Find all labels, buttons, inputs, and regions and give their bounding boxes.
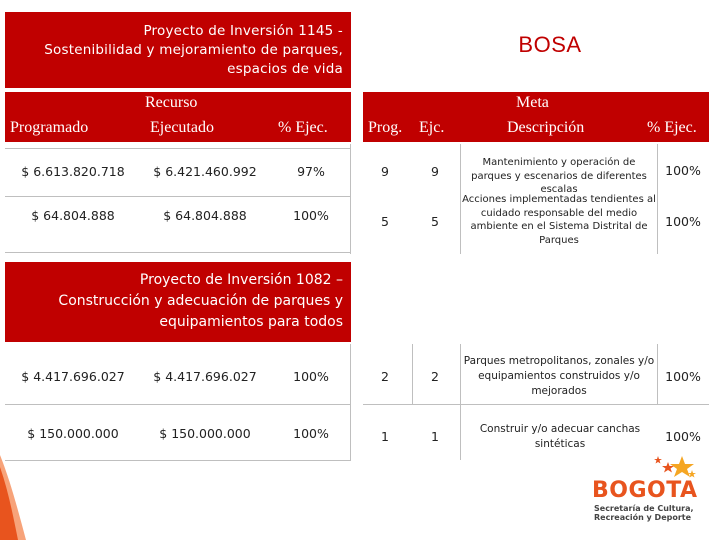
meta-description: Construir y/o adecuar canchas sintéticas bbox=[479, 423, 641, 450]
divider bbox=[460, 344, 461, 460]
project-1145-title-line1: Proyecto de Inversión 1145 - bbox=[143, 23, 343, 39]
programado-value: $ 4.417.696.027 bbox=[21, 369, 125, 384]
programado-value: $ 64.804.888 bbox=[31, 208, 115, 223]
pct-ejec-value: 97% bbox=[297, 164, 325, 179]
header-programado: Programado bbox=[10, 119, 89, 136]
ejecutado-value: $ 6.421.460.992 bbox=[153, 164, 257, 179]
ejecutado-value: $ 150.000.000 bbox=[159, 426, 251, 441]
divider bbox=[350, 344, 351, 460]
divider bbox=[5, 252, 351, 253]
header-prog: Prog. bbox=[368, 119, 403, 136]
pct-ejec-value: 100% bbox=[293, 208, 329, 223]
meta-pct-ejec-value: 100% bbox=[665, 163, 701, 178]
meta-prog-value: 1 bbox=[381, 429, 389, 444]
ejecutado-value: $ 4.417.696.027 bbox=[153, 369, 257, 384]
project-1082-title-line3: equipamientos para todos bbox=[159, 314, 343, 330]
resource-header bbox=[5, 92, 351, 142]
meta-description: Parques metropolitanos, zonales y/o equipamientos construidos y/o mejorados bbox=[463, 355, 655, 397]
project-1145-title-line3: espacios de vida bbox=[227, 61, 343, 77]
decorative-stripe bbox=[0, 455, 30, 540]
bogota-logo bbox=[588, 454, 704, 534]
meta-ejc-value: 9 bbox=[431, 164, 439, 179]
meta-prog-value: 9 bbox=[381, 164, 389, 179]
divider bbox=[363, 404, 709, 405]
ejecutado-value: $ 64.804.888 bbox=[163, 208, 247, 223]
header-meta: Meta bbox=[516, 94, 549, 111]
logo-name: BOGOTA bbox=[592, 478, 698, 503]
meta-pct-ejec-value: 100% bbox=[665, 429, 701, 444]
project-1145-title bbox=[5, 12, 351, 88]
programado-value: $ 6.613.820.718 bbox=[21, 164, 125, 179]
logo-subtitle-line1: Secretaría de Cultura, bbox=[594, 504, 694, 513]
meta-ejc-value: 5 bbox=[431, 214, 439, 229]
project-1082-title-line1: Proyecto de Inversión 1082 – bbox=[139, 272, 343, 288]
programado-value: $ 150.000.000 bbox=[27, 426, 119, 441]
meta-description: Mantenimiento y operación de parques y escenarios de diferentes escalas bbox=[471, 157, 647, 195]
header-descripcion: Descripción bbox=[507, 119, 585, 136]
meta-prog-value: 5 bbox=[381, 214, 389, 229]
logo-subtitle-line2: Recreación y Deporte bbox=[594, 513, 692, 522]
project-1145-title-line2: Sostenibilidad y mejoramiento de parques, bbox=[44, 42, 343, 58]
divider bbox=[5, 148, 351, 149]
divider bbox=[5, 196, 351, 197]
divider bbox=[412, 344, 413, 404]
header-ejecutado: Ejecutado bbox=[150, 119, 214, 136]
header-ejc: Ejc. bbox=[419, 119, 445, 136]
goal-header bbox=[363, 92, 709, 142]
logo-subtitle bbox=[594, 504, 694, 522]
divider bbox=[5, 460, 351, 461]
divider bbox=[5, 404, 351, 405]
header-meta-pct-ejec: % Ejec. bbox=[647, 119, 697, 136]
header-recurso: Recurso bbox=[145, 94, 198, 111]
header-pct-ejec: % Ejec. bbox=[278, 119, 328, 136]
meta-prog-value: 2 bbox=[381, 369, 389, 384]
pct-ejec-value: 100% bbox=[293, 426, 329, 441]
meta-ejc-value: 1 bbox=[431, 429, 439, 444]
meta-ejc-value: 2 bbox=[431, 369, 439, 384]
divider bbox=[350, 144, 351, 254]
meta-pct-ejec-value: 100% bbox=[665, 369, 701, 384]
meta-description: Acciones implementadas tendientes al cuidado responsable del medio ambiente en el Sistema Distrital de Parques bbox=[462, 194, 656, 246]
project-1082-title-line2: Construcción y adecuación de parques y bbox=[58, 293, 343, 309]
meta-pct-ejec-value: 100% bbox=[665, 214, 701, 229]
project-1082-title bbox=[5, 262, 351, 342]
locality-name: BOSA bbox=[518, 32, 582, 57]
divider bbox=[657, 144, 658, 254]
pct-ejec-value: 100% bbox=[293, 369, 329, 384]
